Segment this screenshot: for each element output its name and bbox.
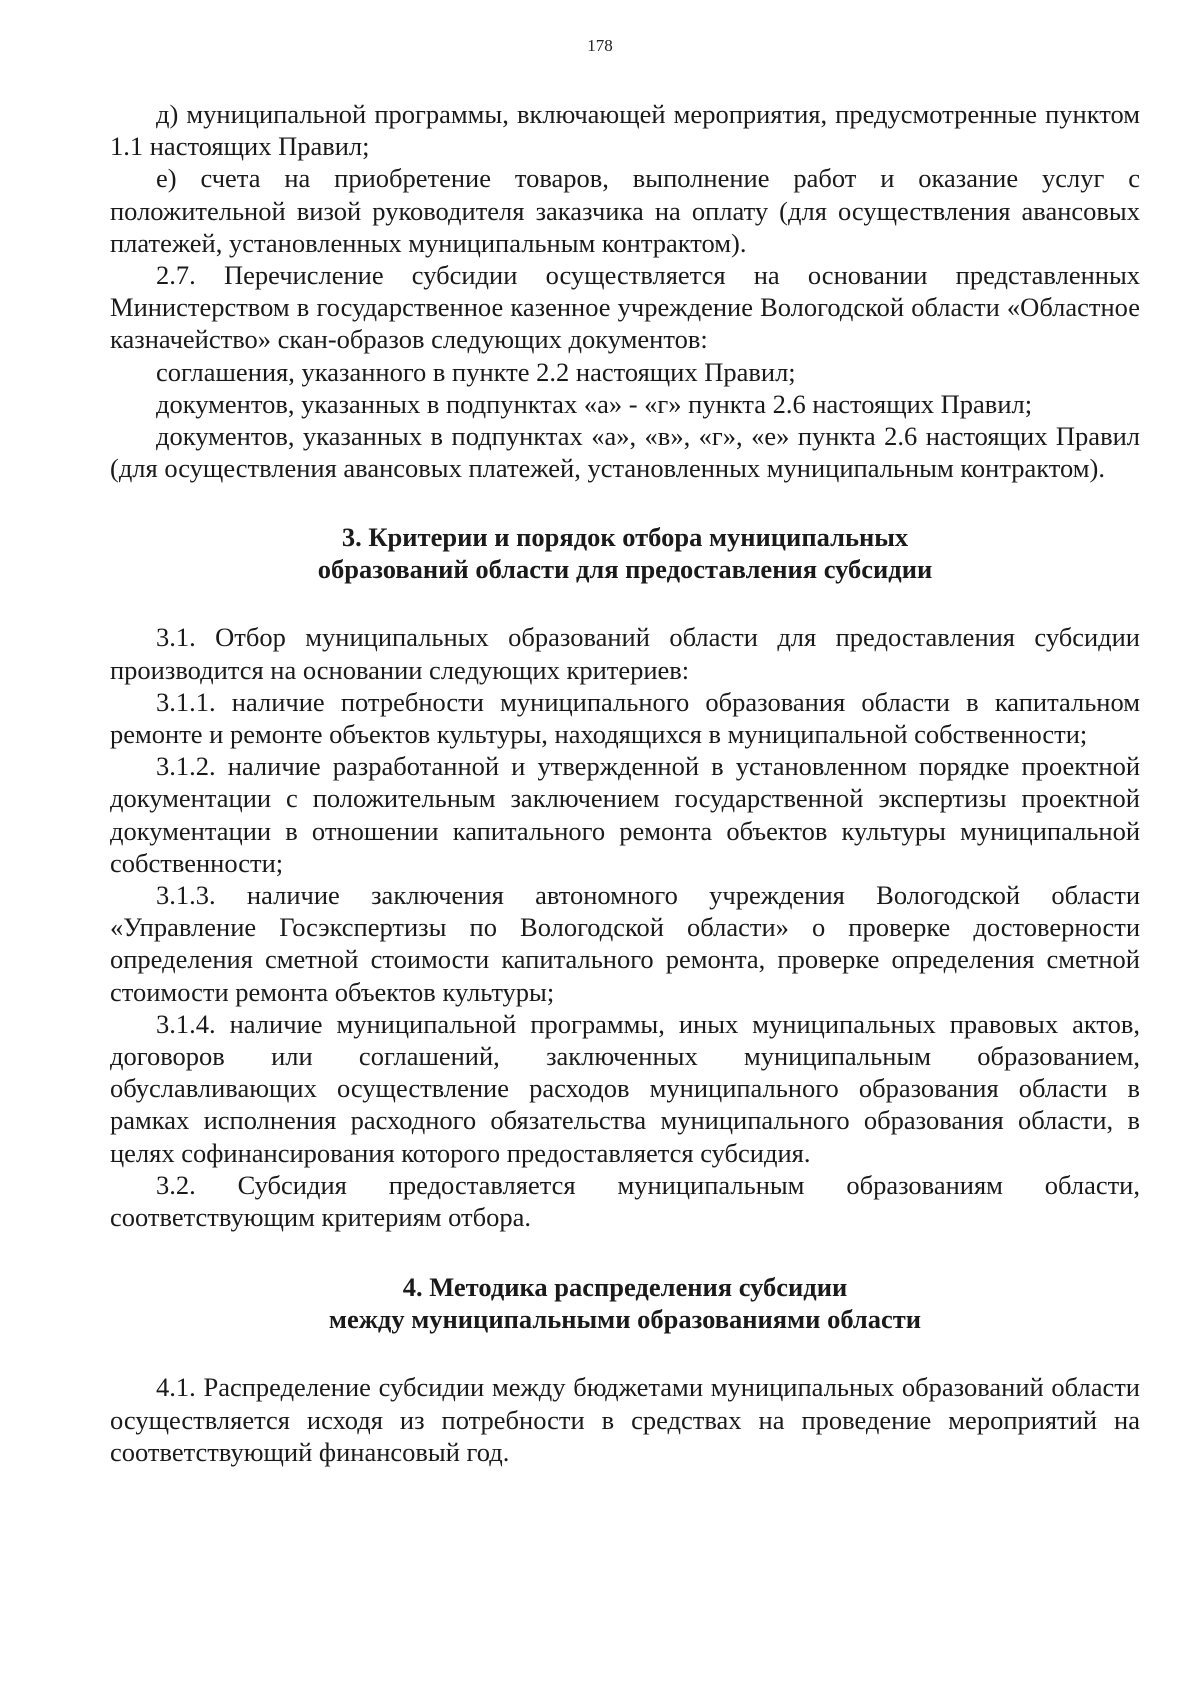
paragraph-2-7: 2.7. Перечисление субсидии осуществляется на основании представленных Министерством в государственное казенное учреждение Вологодской области «Областное казначейство» скан-образов следующих документов: (110, 260, 1140, 355)
paragraph-3-1-1: 3.1.1. наличие потребности муниципального образования области в капитальном ремонте и ремонте объектов культуры, находящихся в муниципальной собственности; (110, 686, 1140, 750)
paragraph-3-2: 3.2. Субсидия предоставляется муниципальным образованиям области, соответствующим критериям отбора. (110, 1169, 1140, 1233)
paragraph-4-1: 4.1. Распределение субсидии между бюджетами муниципальных образований области осуществляется исходя из потребности в средствах на проведение мероприятий на соответствующий финансовый год. (110, 1372, 1140, 1467)
section-3-heading (110, 521, 1140, 585)
document-body (110, 98, 1140, 1468)
paragraph-2-7-item-2: документов, указанных в подпунктах «а» - «г» пункта 2.6 настоящих Правил; (156, 388, 1033, 419)
section-3-heading-line-1: 3. Критерии и порядок отбора муниципальных (341, 522, 909, 553)
paragraph-2-7-item-1: соглашения, указанного в пункте 2.2 настоящих Правил; (156, 356, 796, 387)
paragraph-2-7-item-3: документов, указанных в подпунктах «а», «в», «г», «е» пункта 2.6 настоящих Правил (для осуществления авансовых платежей, установленных муниципальным контрактом). (110, 421, 1140, 484)
paragraph-3-1-3: 3.1.3. наличие заключения автономного учреждения Вологодской области «Управление Госэкспертизы по Вологодской области» о проверке достоверности определения сметной стоимости капитального ремонта, проверке определения сметной стоимости ремонта объектов культуры; (110, 880, 1140, 1007)
paragraph-2-6-e: е) счета на приобретение товаров, выполнение работ и оказание услуг с положительной визой руководителя заказчика на оплату (для осуществления авансовых платежей, установленных муниципальным контрактом). (110, 163, 1140, 258)
paragraph-3-1-4: 3.1.4. наличие муниципальной программы, иных муниципальных правовых актов, договоров или соглашений, заключенных муниципальным образованием, обуславливающих осуществление расходов муниципального образования области в рамках исполнения расходного обязательства муниципального образования области, в целях софинансирования которого предоставляется субсидия. (110, 1008, 1140, 1168)
page-number: 178 (587, 36, 613, 55)
section-3-heading-line-2: образований области для предоставления субсидии (317, 554, 933, 585)
section-4-heading-line-2: между муниципальными образованиями области (328, 1304, 922, 1335)
paragraph-3-1: 3.1. Отбор муниципальных образований области для предоставления субсидии производится на основании следующих критериев: (110, 622, 1140, 685)
section-4-heading-line-1: 4. Методика распределения субсидии (402, 1272, 848, 1303)
section-4-heading (110, 1271, 1140, 1335)
paragraph-2-6-d: д) муниципальной программы, включающей мероприятия, предусмотренные пунктом 1.1 настоящих Правил; (110, 99, 1140, 162)
paragraph-3-1-2: 3.1.2. наличие разработанной и утвержденной в установленном порядке проектной документации с положительным заключением государственной экспертизы проектной документации в отношении капитального ремонта объектов культуры муниципальной собственности; (110, 751, 1140, 878)
